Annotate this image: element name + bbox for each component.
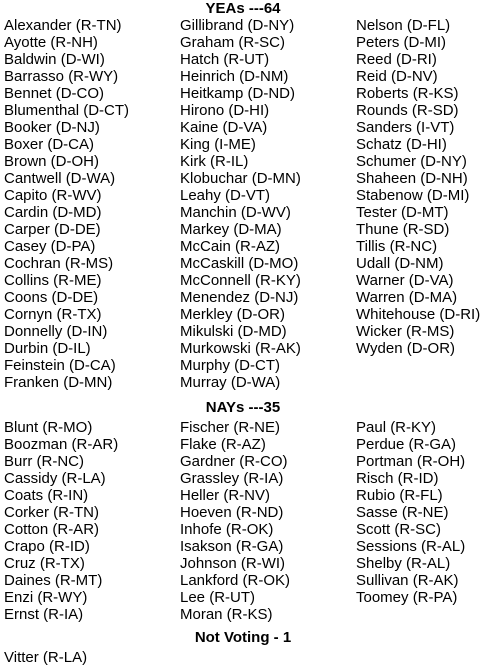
not-voting-column-2: [180, 649, 356, 666]
senator-entry: Sessions (R-AL): [356, 538, 466, 555]
senator-entry: Cruz (R-TX): [4, 555, 85, 572]
senator-entry: Reed (D-RI): [356, 51, 437, 68]
senator-entry: Boozman (R-AR): [4, 436, 119, 453]
nays-column-3: [356, 419, 486, 623]
senator-entry: Roberts (R-KS): [356, 85, 459, 102]
senator-entry: Bennet (D-CO): [4, 85, 105, 102]
senator-entry: Heinrich (D-NM): [180, 68, 289, 85]
senator-entry: Coats (R-IN): [4, 487, 89, 504]
senator-entry: Booker (D-NJ): [4, 119, 100, 136]
senator-entry: Schatz (D-HI): [356, 136, 447, 153]
not-voting-column-1: [4, 649, 180, 666]
senator-entry: Hirono (D-HI): [180, 102, 270, 119]
senator-entry: Ernst (R-IA): [4, 606, 84, 623]
senator-entry: Sasse (R-NE): [356, 504, 449, 521]
senator-entry: Lee (R-UT): [180, 589, 256, 606]
senator-entry: Gillibrand (D-NY): [180, 17, 295, 34]
senator-entry: Stabenow (D-MI): [356, 187, 470, 204]
yeas-column-1: [4, 17, 180, 391]
senator-entry: Lankford (R-OK): [180, 572, 291, 589]
not-voting-columns: [0, 649, 486, 666]
senator-entry: McCaskill (D-MO): [180, 255, 299, 272]
senator-entry: Rounds (R-SD): [356, 102, 459, 119]
senator-entry: Baldwin (D-WI): [4, 51, 105, 68]
nays-columns: [0, 419, 486, 623]
senator-entry: Vitter (R-LA): [4, 649, 88, 666]
senator-entry: Daines (R-MT): [4, 572, 103, 589]
senator-entry: Sullivan (R-AK): [356, 572, 459, 589]
senator-entry: Reid (D-NV): [356, 68, 438, 85]
senator-entry: Risch (R-ID): [356, 470, 439, 487]
senator-entry: Enzi (R-WY): [4, 589, 88, 606]
senator-entry: Grassley (R-IA): [180, 470, 284, 487]
yeas-column-3: [356, 17, 486, 391]
senator-entry: Thune (R-SD): [356, 221, 450, 238]
senator-entry: Fischer (R-NE): [180, 419, 280, 436]
senator-entry: Johnson (R-WI): [180, 555, 286, 572]
senator-entry: McConnell (R-KY): [180, 272, 301, 289]
senator-entry: Shelby (R-AL): [356, 555, 451, 572]
senator-entry: McCain (R-AZ): [180, 238, 280, 255]
not-voting-column-3: [356, 649, 486, 666]
senator-entry: Markey (D-MA): [180, 221, 282, 238]
senator-entry: Gardner (R-CO): [180, 453, 288, 470]
senator-entry: Collins (R-ME): [4, 272, 102, 289]
senator-entry: Warren (D-MA): [356, 289, 458, 306]
senator-entry: Nelson (D-FL): [356, 17, 451, 34]
senator-entry: Franken (D-MN): [4, 374, 113, 391]
senator-entry: Casey (D-PA): [4, 238, 96, 255]
not-voting-heading: Not Voting - 1: [194, 629, 292, 646]
senator-entry: Scott (R-SC): [356, 521, 442, 538]
senator-entry: Merkley (D-OR): [180, 306, 285, 323]
senator-entry: Capito (R-WV): [4, 187, 102, 204]
senator-entry: Burr (R-NC): [4, 453, 84, 470]
senator-entry: Udall (D-NM): [356, 255, 444, 272]
senator-entry: Feinstein (D-CA): [4, 357, 116, 374]
senator-entry: Crapo (R-ID): [4, 538, 90, 555]
senator-entry: Alexander (R-TN): [4, 17, 122, 34]
senator-entry: Inhofe (R-OK): [180, 521, 274, 538]
senator-entry: Kirk (R-IL): [180, 153, 249, 170]
senator-entry: Mikulski (D-MD): [180, 323, 287, 340]
senator-entry: Manchin (D-WV): [180, 204, 291, 221]
senator-entry: Paul (R-KY): [356, 419, 437, 436]
senator-entry: Donnelly (D-IN): [4, 323, 108, 340]
senator-entry: Wyden (D-OR): [356, 340, 456, 357]
senator-entry: King (I-ME): [180, 136, 256, 153]
nays-column-1: [4, 419, 180, 623]
yeas-columns: [0, 17, 486, 391]
senator-entry: Perdue (R-GA): [356, 436, 457, 453]
not-voting-section: [0, 627, 486, 666]
senator-entry: Wicker (R-MS): [356, 323, 455, 340]
senator-entry: Heitkamp (D-ND): [180, 85, 296, 102]
senator-entry: Whitehouse (D-RI): [356, 306, 481, 323]
nays-heading: NAYs ---35: [205, 399, 281, 416]
senator-entry: Cassidy (R-LA): [4, 470, 106, 487]
senator-entry: Cardin (D-MD): [4, 204, 102, 221]
senator-entry: Brown (D-OH): [4, 153, 100, 170]
senator-entry: Warner (D-VA): [356, 272, 454, 289]
senator-entry: Kaine (D-VA): [180, 119, 268, 136]
senator-entry: Coons (D-DE): [4, 289, 99, 306]
senator-entry: Corker (R-TN): [4, 504, 99, 521]
senator-entry: Heller (R-NV): [180, 487, 270, 504]
senator-entry: Ayotte (R-NH): [4, 34, 98, 51]
senator-entry: Toomey (R-PA): [356, 589, 458, 606]
nays-section: [0, 397, 486, 623]
senator-entry: Tester (D-MT): [356, 204, 449, 221]
senator-entry: Portman (R-OH): [356, 453, 466, 470]
senator-entry: Cantwell (D-WA): [4, 170, 116, 187]
senator-entry: Tillis (R-NC): [356, 238, 438, 255]
senator-entry: Hatch (R-UT): [180, 51, 270, 68]
senator-entry: Schumer (D-NY): [356, 153, 467, 170]
senator-entry: Sanders (I-VT): [356, 119, 455, 136]
senator-entry: Shaheen (D-NH): [356, 170, 468, 187]
senator-entry: Cochran (R-MS): [4, 255, 114, 272]
senator-entry: Durbin (D-IL): [4, 340, 91, 357]
senator-entry: Klobuchar (D-MN): [180, 170, 301, 187]
senator-entry: Peters (D-MI): [356, 34, 446, 51]
nays-column-2: [180, 419, 356, 623]
senator-entry: Isakson (R-GA): [180, 538, 284, 555]
senator-entry: Flake (R-AZ): [180, 436, 266, 453]
senator-entry: Barrasso (R-WY): [4, 68, 119, 85]
yeas-column-2: [180, 17, 356, 391]
senator-entry: Cotton (R-AR): [4, 521, 100, 538]
senator-entry: Moran (R-KS): [180, 606, 273, 623]
senator-entry: Murray (D-WA): [180, 374, 281, 391]
yeas-heading: YEAs ---64: [205, 0, 281, 17]
senator-entry: Blumenthal (D-CT): [4, 102, 130, 119]
senator-entry: Rubio (R-FL): [356, 487, 443, 504]
senator-entry: Hoeven (R-ND): [180, 504, 284, 521]
senator-entry: Cornyn (R-TX): [4, 306, 102, 323]
senator-entry: Murphy (D-CT): [180, 357, 280, 374]
senator-entry: Murkowski (R-AK): [180, 340, 301, 357]
senator-entry: Blunt (R-MO): [4, 419, 93, 436]
senator-entry: Boxer (D-CA): [4, 136, 95, 153]
senator-entry: Menendez (D-NJ): [180, 289, 299, 306]
senator-entry: Leahy (D-VT): [180, 187, 271, 204]
senator-entry: Carper (D-DE): [4, 221, 101, 238]
senator-entry: Graham (R-SC): [180, 34, 286, 51]
